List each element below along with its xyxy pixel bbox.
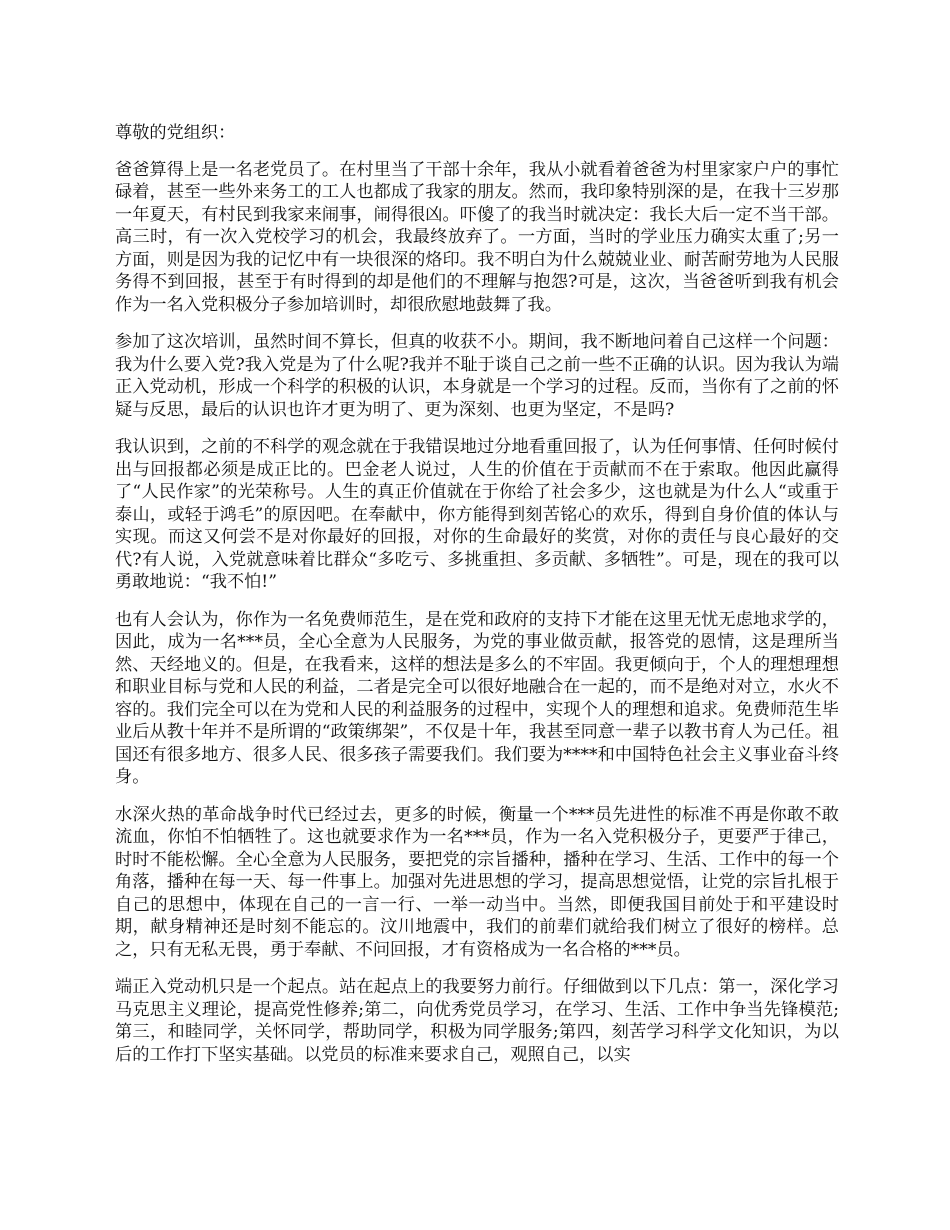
paragraph-4: 也有人会认为，你作为一名免费师范生，是在党和政府的支持下才能在这里无忧无虑地求学的，因此，成为一名***员，全心全意为人民服务，为党的事业做贡献，报答党的恩情，这是理所当然、天经地义的。但是，在我看来，这样的想法是多么的不牢固。我更倾向于，个人的理想理想和职业目标与党和人民的利益，二者是完全可以很好地融合在一起的，而不是绝对对立，水火不容的。我们完全可以在为党和人民的利益服务的过程中，实现个人的理想和追求。免费师范生毕业后从教十年并不是所谓的“政策绑架”，不仅是十年，我甚至同意一辈子以教书育人为己任。祖国还有很多地方、很多人民、很多孩子需要我们。我们要为****和中国特色社会主义事业奋斗终身。 bbox=[115, 609, 839, 787]
salutation: 尊敬的党组织： bbox=[115, 123, 236, 143]
paragraph-5: 水深火热的革命战争时代已经过去，更多的时候，衡量一个***员先进性的标准不再是你敢不敢流血，你怕不怕牺牲了。这也就要求作为一名***员，作为一名入党积极分子，更要严于律己，时时不能松懈。全心全意为人民服务，要把党的宗旨播种，播种在学习、生活、工作中的每一个角落，播种在每一天、每一件事上。加强对先进思想的学习，提高思想觉悟，让党的宗旨扎根于自己的思想中，体现在自己的一言一行、一举一动当中。当然，即便我国目前处于和平建设时期，献身精神还是时刻不能忘的。汶川地震中，我们的前辈们就给我们树立了很好的榜样。总之，只有无私无畏，勇于奉献、不问回报，才有资格成为一名合格的***员。 bbox=[115, 804, 839, 960]
paragraph-1: 爸爸算得上是一名老党员了。在村里当了干部十余年，我从小就看着爸爸为村里家家户户的事忙碌着，甚至一些外来务工的工人也都成了我家的朋友。然而，我印象特别深的是，在我十三岁那一年夏天，有村民到我家来闹事，闹得很凶。吓傻了的我当时就决定：我长大后一定不当干部。高三时，有一次入党校学习的机会，我最终放弃了。一方面，当时的学业压力确实太重了;另一方面，则是因为我的记忆中有一块很深的烙印。我不明白为什么兢兢业业、耐苦耐劳地为人民服务得不到回报，甚至于有时得到的却是他们的不理解与抱怨?可是，这次，当爸爸听到我有机会作为一名入党积极分子参加培训时，却很欣慰地鼓舞了我。 bbox=[115, 159, 839, 315]
letter-body bbox=[115, 122, 839, 1081]
paragraph-2: 参加了这次培训，虽然时间不算长，但真的收获不小。期间，我不断地问着自己这样一个问题：我为什么要入党?我入党是为了什么呢?我并不耻于谈自己之前一些不正确的认识。因为我认为端正入党动机，形成一个科学的积极的认识，本身就是一个学习的过程。反而，当你有了之前的怀疑与反思，最后的认识也许才更为明了、更为深刻、也更为坚定，不是吗? bbox=[115, 332, 839, 420]
paragraph-3: 我认识到，之前的不科学的观念就在于我错误地过分地看重回报了，认为任何事情、任何时候付出与回报都必须是成正比的。巴金老人说过，人生的价值在于贡献而不在于索取。他因此赢得了“人民作家”的光荣称号。人生的真正价值就在于你给了社会多少，这也就是为什么人“或重于泰山，或轻于鸿毛”的原因吧。在奉献中，你方能得到刻苦铭心的欢乐，得到自身价值的体认与实现。而这又何尝不是对你最好的回报，对你的生命最好的奖赏，对你的责任与良心最好的交代?有人说，入党就意味着比群众“多吃亏、多挑重担、多贡献、多牺牲”。可是，现在的我可以勇敢地说：“我不怕!” bbox=[115, 437, 839, 592]
paragraph-6: 端正入党动机只是一个起点。站在起点上的我要努力前行。仔细做到以下几点：第一，深化学习马克思主义理论，提高党性修养;第二，向优秀党员学习，在学习、生活、工作中争当先锋模范;第三，和睦同学，关怀同学，帮助同学，积极为同学服务;第四，刻苦学习科学文化知识，为以后的工作打下坚实基础。以党员的标准来要求自己，观照自己，以实 bbox=[115, 977, 839, 1065]
